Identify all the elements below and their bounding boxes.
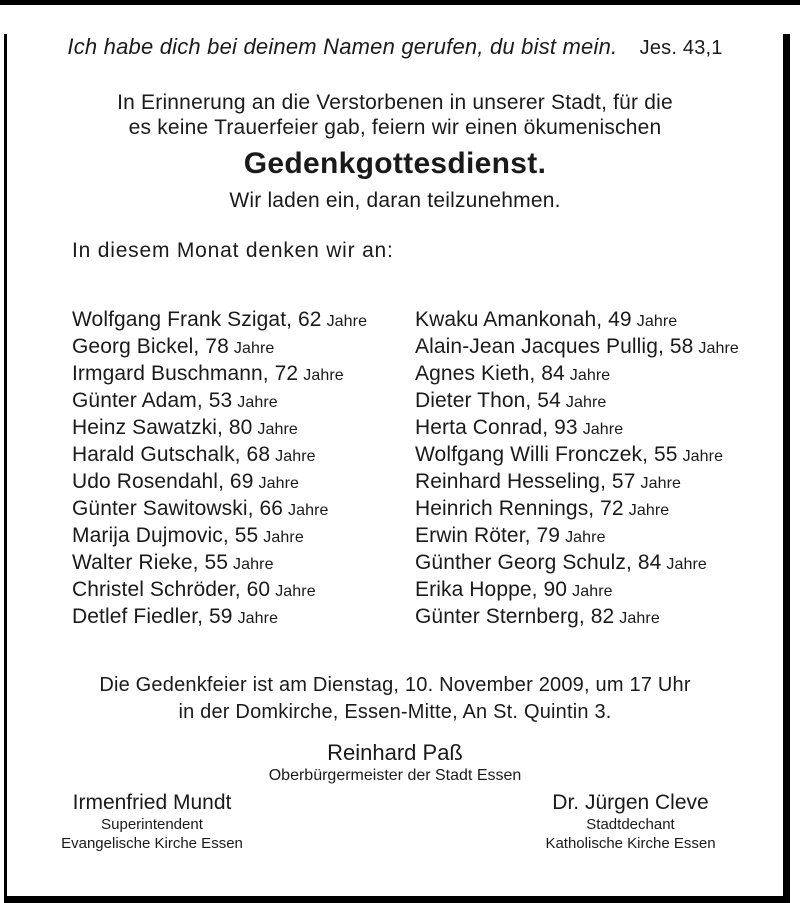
- deceased-age-unit: Jahre: [237, 610, 279, 627]
- deceased-name-age: Irmgard Buschmann, 72: [72, 362, 299, 385]
- deceased-name-age: Christel Schröder, 60: [72, 578, 271, 601]
- scripture-quote-line: [7, 34, 783, 61]
- deceased-entry: [415, 360, 775, 387]
- deceased-entry: [415, 495, 775, 522]
- deceased-entry: [415, 387, 775, 414]
- deceased-entry: [415, 414, 775, 441]
- deceased-name-age: Erika Hoppe, 90: [415, 578, 568, 601]
- signatory-superintendent-role: Superintendent: [101, 816, 203, 833]
- intro-line-1: In Erinnerung an die Verstorbenen in unserer Stadt, für die: [117, 91, 673, 114]
- deceased-entry: [72, 495, 415, 522]
- deceased-age-unit: Jahre: [257, 421, 298, 438]
- event-line-2: in der Domkirche, Essen-Mitte, An St. Quintin 3.: [178, 701, 612, 723]
- signatory-mayor-name: Reinhard Paß: [327, 740, 463, 765]
- deceased-age-unit: Jahre: [636, 313, 678, 330]
- deceased-age-unit: Jahre: [572, 583, 613, 600]
- deceased-name-age: Agnes Kieth, 84: [415, 362, 565, 385]
- quote-text: Ich habe dich bei deinem Namen gerufen, du bist mein.: [67, 34, 618, 59]
- service-title: Gedenkgottesdienst.: [243, 147, 547, 180]
- deceased-age-unit: Jahre: [565, 394, 607, 411]
- deceased-name-age: Kwaku Amankonah, 49: [415, 308, 632, 331]
- deceased-name-age: Georg Bickel, 78: [72, 335, 229, 358]
- quote-source: Jes. 43,1: [639, 37, 723, 59]
- deceased-age-unit: Jahre: [565, 529, 606, 546]
- event-line-1: Die Gedenkfeier ist am Dienstag, 10. November 2009, um 17 Uhr: [99, 674, 691, 696]
- deceased-name-age: Reinhard Hesseling, 57: [415, 470, 636, 493]
- deceased-name-age: Wolfgang Willi Fronczek, 55: [415, 443, 678, 466]
- deceased-entry: [72, 603, 415, 630]
- signatory-stadtdechant-org: Katholische Kirche Essen: [545, 835, 716, 852]
- deceased-age-unit: Jahre: [698, 340, 739, 357]
- deceased-name-age: Harald Gutschalk, 68: [72, 443, 271, 466]
- deceased-name-age: Wolfgang Frank Szigat, 62: [72, 308, 322, 331]
- deceased-age-unit: Jahre: [237, 394, 278, 411]
- deceased-column-left: [72, 306, 415, 630]
- deceased-age-unit: Jahre: [569, 367, 611, 384]
- deceased-age-unit: Jahre: [233, 556, 274, 573]
- signatory-superintendent: [22, 790, 282, 853]
- signatory-stadtdechant: [488, 790, 773, 853]
- deceased-age-unit: Jahre: [263, 529, 304, 546]
- intro-line-2: es keine Trauerfeier gab, feiern wir einen ökumenischen: [128, 116, 662, 139]
- deceased-entry: [72, 360, 415, 387]
- deceased-age-unit: Jahre: [640, 475, 682, 492]
- deceased-entry: [415, 549, 775, 576]
- deceased-age-unit: Jahre: [258, 475, 300, 492]
- deceased-name-age: Günter Adam, 53: [72, 389, 233, 412]
- signatory-stadtdechant-name: Dr. Jürgen Cleve: [552, 791, 709, 814]
- event-details: [7, 672, 783, 726]
- deceased-name-age: Walter Rieke, 55: [72, 551, 229, 574]
- memorial-notice: [4, 34, 790, 903]
- deceased-age-unit: Jahre: [233, 340, 275, 357]
- invitation-line: Wir laden ein, daran teilzunehmen.: [229, 189, 561, 212]
- deceased-name-age: Günter Sternberg, 82: [415, 605, 615, 628]
- deceased-age-unit: Jahre: [682, 448, 724, 465]
- deceased-entry: [72, 522, 415, 549]
- deceased-name-age: Heinrich Rennings, 72: [415, 497, 624, 520]
- intro-paragraph: [7, 90, 783, 140]
- deceased-entry: [72, 333, 415, 360]
- deceased-entry: [415, 576, 775, 603]
- deceased-age-unit: Jahre: [619, 610, 660, 627]
- deceased-column-right: [415, 306, 775, 630]
- deceased-entry: [415, 333, 775, 360]
- deceased-name-age: Günter Sawitowski, 66: [72, 497, 284, 520]
- deceased-entry: [415, 468, 775, 495]
- signatory-mayor: [7, 739, 783, 785]
- deceased-name-age: Marija Dujmovic, 55: [72, 524, 259, 547]
- deceased-list: [72, 306, 783, 630]
- deceased-age-unit: Jahre: [275, 583, 316, 600]
- signatory-mayor-role: Oberbürgermeister der Stadt Essen: [268, 767, 522, 784]
- signatories-row: [7, 790, 783, 853]
- deceased-name-age: Detlef Fiedler, 59: [72, 605, 233, 628]
- signatory-superintendent-name: Irmenfried Mundt: [72, 791, 232, 814]
- deceased-entry: [415, 603, 775, 630]
- deceased-entry: [72, 441, 415, 468]
- deceased-age-unit: Jahre: [666, 556, 707, 573]
- signatory-superintendent-org: Evangelische Kirche Essen: [61, 835, 243, 852]
- deceased-age-unit: Jahre: [303, 367, 344, 384]
- deceased-name-age: Erwin Röter, 79: [415, 524, 561, 547]
- deceased-name-age: Herta Conrad, 93: [415, 416, 578, 439]
- deceased-name-age: Alain-Jean Jacques Pullig, 58: [415, 335, 694, 358]
- deceased-entry: [415, 306, 775, 333]
- deceased-name-age: Günther Georg Schulz, 84: [415, 551, 662, 574]
- deceased-age-unit: Jahre: [288, 502, 329, 519]
- deceased-entry: [72, 576, 415, 603]
- frame-top-border: [0, 0, 800, 5]
- deceased-age-unit: Jahre: [275, 448, 316, 465]
- deceased-entry: [415, 522, 775, 549]
- deceased-age-unit: Jahre: [326, 313, 368, 330]
- signatory-stadtdechant-role: Stadtdechant: [586, 816, 675, 833]
- deceased-entry: [72, 549, 415, 576]
- deceased-name-age: Heinz Sawatzki, 80: [72, 416, 253, 439]
- deceased-name-age: Dieter Thon, 54: [415, 389, 561, 412]
- deceased-entry: [72, 387, 415, 414]
- deceased-entry: [415, 441, 775, 468]
- deceased-age-unit: Jahre: [628, 502, 670, 519]
- deceased-entry: [72, 468, 415, 495]
- deceased-age-unit: Jahre: [582, 421, 624, 438]
- deceased-name-age: Udo Rosendahl, 69: [72, 470, 254, 493]
- deceased-entry: [72, 414, 415, 441]
- deceased-entry: [72, 306, 415, 333]
- month-heading: In diesem Monat denken wir an:: [72, 239, 394, 262]
